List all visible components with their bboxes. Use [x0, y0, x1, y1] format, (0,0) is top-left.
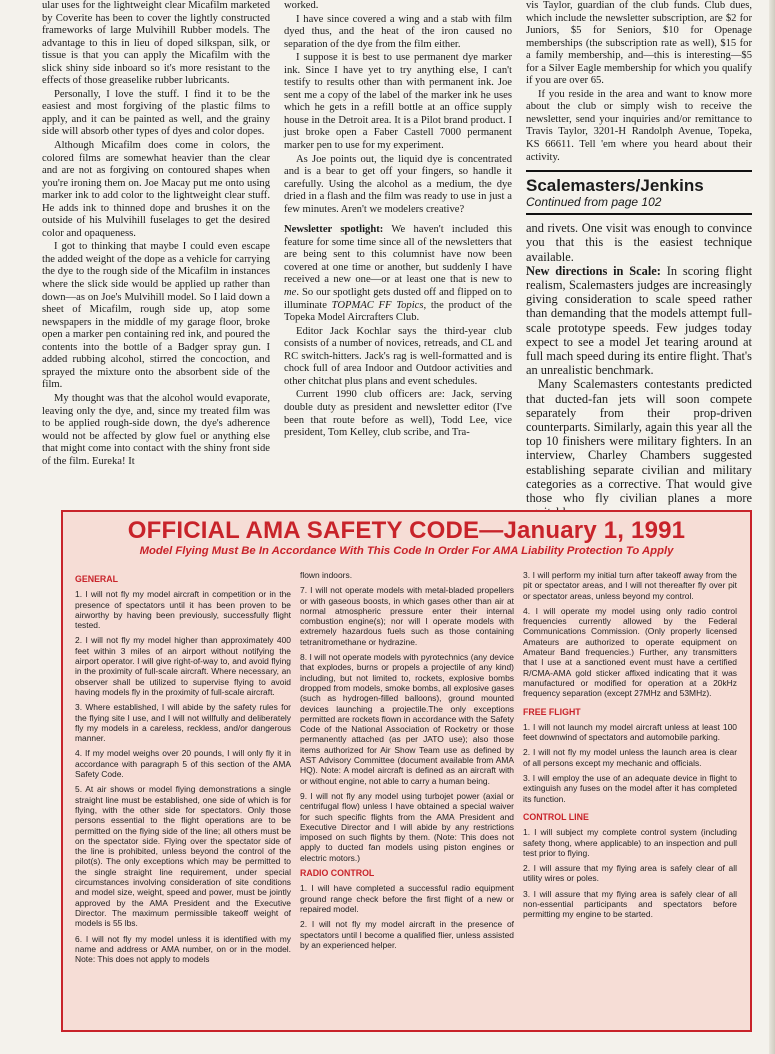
- paragraph: My thought was that the alcohol would evaporate, leaving only the dye, and, since my treated film was to be applied rough-side down, the dye's adherence would not be affected by glow fuel or anything else that might come into contact with the shiny front side of the film. Eureka! It: [42, 392, 270, 467]
- paragraph-text: In scoring flight realism, Scalemasters judges are increasingly giving consideration to scale speed rather than demanding that the models attempt full-scale prototype speeds. Few judges today expect to see a model Jet tearing around at full mach speed during its entire flight. That's an unrealistic benchmark.: [526, 263, 753, 378]
- rule-continued: flown indoors.: [300, 570, 353, 580]
- safety-code-subtitle: Model Flying Must Be In Accordance With This Code In Order For AMA Liability Protection To Apply: [139, 545, 674, 557]
- continued-from: Continued from page 102: [526, 195, 662, 210]
- rule: 6. I will not fly my model unless it is identified with my name and address or AMA number, on or in the model. Note: This does not apply to models: [75, 933, 291, 965]
- rule: 2. I will not fly my model unless the launch area is clear of all persons except my mechanic and officials.: [523, 747, 737, 768]
- paragraph: vis Taylor, guardian of the club funds. Club dues, which include the newsletter subscription, are $2 for Juniors, $5 for Seniors, $10 for Openage memberships (the subscription rate as well), $15 for a family membership, and—this is interesting—$5 for a Silver Eagle membership for which you qualify if you are over 65.: [526, 0, 752, 87]
- rule: 4. If my model weighs over 20 pounds, I will only fly it in accordance with paragraph 5 of this section of the AMA Safety Code.: [75, 748, 291, 780]
- spotlight-text: , the product of the Topeka Model Aircrafters Club.: [284, 299, 513, 324]
- rule: 5. At air shows or model flying demonstrations a single straight line must be established, one side of which is for flying, with the other side for spectators. Only those persons essential to the flight operations are to be permitted on the flying side of the line; all others must be on the spectator side. Flying over the spectator side of the line is prohibited, unless beyond the control of the pilot(s). The only exceptions which may be permitted to the single straight line requirement, under special circumstances involving consideration of site conditions and model size, weight, speed and power, must be jointly approved by the AMA President and the Executive Director. The maximum permissible takeoff weight of models is 55 lbs.: [75, 784, 291, 929]
- paragraph: I have since covered a wing and a stab with film dyed thus, and the heat of the iron caused no separation of the dye from the film either.: [284, 13, 512, 50]
- paragraph: I suppose it is best to use permanent dye marker ink. Since I have yet to try anything else, I can't testify to results other than with permanent ink. Joe sent me a copy of the label of the marker ink he uses which he gets in a refill bottle at an office supply house in the Detroit area. It is a Pilot brand product. I just broke open a Faber Castell 7000 permanent marker pen to use for my experiment.: [284, 52, 512, 152]
- free-flight-heading: FREE FLIGHT: [523, 706, 581, 717]
- section-lead: New directions in Scale:: [526, 263, 661, 278]
- paragraph: Personally, I love the stuff. I find it to be the easiest and most forgiving of the plastic films to apply, and it can be painted as well, and the grainy side will absorb other types of dyes and color dopes.: [42, 88, 270, 138]
- rule: 1. I will have completed a successful radio equipment ground range check before the first flight of a new or repaired model.: [300, 883, 514, 914]
- page-edge-shadow: [769, 0, 775, 1054]
- article-columns: [42, 0, 753, 505]
- rule: 1. I will not fly my model aircraft in competition or in the presence of spectators until it has been proven to be airworthy by having been previously, successfully flight tested.: [75, 589, 291, 631]
- rule: 8. I will not operate models with pyrotechnics (any device that explodes, burns or propels a projectile of any kind) including, but not limited to, rockets, explosive bombs dropped from models, smoke bombs, all explosive gases (such as hydrogen-filled balloons), ground mounted devices launching a projectile.The only exceptions permitted are rockets flown in accordance with the Safety Code of the National Association of Rocketry or those permanently attached (as per JATO use); also those items authorized for Air Show Team use as defined by AST Advisory Committee (document available from AMA HQ). Note: A model aircraft is defined as an aircraft with or without engine, not able to carry a human being.: [300, 652, 514, 786]
- safety-column-2: [300, 570, 514, 955]
- rule: 2. I will not fly my model higher than approximately 400 feet within 3 miles of an airport without notifying the airport operator. I will give right-of-way to, and avoid flying in the proximity of full-scale aircraft. Where necessary, an observer shall be utilized to supervise flying to avoid having models fly in the proximity of full-scale aircraft.: [75, 635, 291, 697]
- paragraph: Although Micafilm does come in colors, the colored films are somewhat heavier than the clear and are not as forgiving on contoured shapes when you're ironing them on. Joe Macay put me onto using marker ink to add color to the lightweight clear stuff. He adds ink to thinned dope and brushes it on the outside of his Mulvihill fuselages to get the desired color and opaqueness.: [42, 140, 270, 239]
- article-column-1: [42, 0, 270, 469]
- scalemasters-title: Scalemasters/Jenkins: [526, 176, 704, 196]
- newsletter-title: TOPMAC FF Topics: [331, 299, 424, 311]
- rule: 7. I will not operate models with metal-bladed propellers or with gaseous boosts, in which gases other than air at normal atmospheric pressure enter their internal combustion engine(s); nor will I operate models with extremely hazardous fuels such as those containing tetranitromethane or hydrazine.: [300, 585, 514, 647]
- paragraph: Current 1990 club officers are: Jack, serving double duty as president and newsletter editor (I've been that route before as well), Todd Lee, vice president, Tom Kelley, club scribe, and Tra-: [284, 389, 512, 439]
- control-line-heading: CONTROL LINE: [523, 811, 589, 822]
- paragraph: [526, 264, 752, 378]
- safety-column-3: [523, 570, 737, 925]
- rule: 2. I will assure that my flying area is safely clear of all utility wires or poles.: [523, 863, 737, 884]
- rule: 1. I will subject my complete control system (including safety thong, where applicable) to an inspection and pull test prior to flying.: [523, 827, 737, 858]
- article-column-2: [284, 0, 512, 441]
- scalemasters-heading: [526, 170, 752, 215]
- general-heading: GENERAL: [75, 574, 119, 584]
- rule: 3. I will perform my initial turn after takeoff away from the pit or spectator areas, and I will not thereafter fly over pit or spectator areas, unless beyond my control.: [523, 570, 737, 601]
- paragraph: As Joe points out, the liquid dye is concentrated and is a bear to get off your fingers, so handle it carefully. Using the alcohol as a medium, the dye dried in a flash and the film was ready to use in just a few minutes. Aren't we modelers creative?: [284, 153, 512, 215]
- rule: 4. I will operate my model using only radio control frequencies currently allowed by the Federal Communications Commission. (Only properly licensed Amateurs are authorized to operate equipment on Amateur Band frequencies.) Further, any transmitters that I use at a sanctioned event must have a certified R/CMA-AMA gold sticker affixed indicating that it was manufactured or modified for operation at a 20kHz frequency separation (except 27MHz and 53MHz).: [523, 605, 737, 699]
- spotlight-emphasis: me: [284, 287, 297, 299]
- article-column-3: [526, 0, 752, 519]
- paragraph: I got to thinking that maybe I could even escape the added weight of the dope as a vehicle for carrying the dye to the rough side of the Micafilm in instances where the slick side would be applied up rather than down—as on Joe's Mulvihill model. So I laid down a sheet of Micafilm, rough side up, atop some newspapers in the middle of my garage floor, broke open a marker pen containing red ink, and poured the contents into the bottle of a Badger spray gun. I added rubbing alcohol, stirred the concoction, and sprayed the mixture onto the absorbent side of the film.: [42, 241, 270, 391]
- ama-safety-code-box: [61, 510, 752, 1032]
- spotlight-text: We haven't included this feature for some time since all of the newsletters that are being sent to this columnist have now been covered at one time or another, but suddenly I have received a new one—or at least one that is new to: [284, 224, 512, 286]
- rule: 9. I will not fly any model using turbojet power (axial or centrifugal flow) unless I have obtained a special waiver for such specific flights from the AMA President and Executive Director and I will abide by any restrictions imposed on such flights by them. (Note: This does not apply to ducted fan models using piston engines or electric motors.): [300, 790, 514, 863]
- rule: 3. Where established, I will abide by the safety rules for the flying site I use, and I will not willfully and deliberately fly my models in a careless, reckless, and/or dangerous manner.: [75, 702, 291, 744]
- radio-control-heading: RADIO CONTROL: [300, 868, 375, 879]
- spotlight-text: . So our spotlight gets dusted off and flipped on to illuminate: [284, 287, 512, 311]
- scalemasters-body: [526, 221, 752, 519]
- paragraph: ular uses for the lightweight clear Micafilm marketed by Coverite has been to cover the lightly constructed frameworks of large Mulvihill Rubber models. The advantage to this in lieu of doped silkspan, silk, or tissue is that you can apply the Micafilm with the slick shiny side inboard so it's more resistant to the effects of those greaselike rubber lubricants.: [42, 0, 270, 87]
- rule: 3. I will employ the use of an adequate device in flight to extinguish any fuses on the model after it has completed its function.: [523, 773, 737, 804]
- rule: 2. I will not fly my model aircraft in the presence of spectators until I become a qualified flier, unless assisted by an experienced helper.: [300, 919, 514, 950]
- paragraph: If you reside in the area and want to know more about the club or simply wish to receive the newsletter, send your inquiries and/or remittance to Travis Taylor, 3201-H Randolph Avenue, Topeka, KS 66611. Tell 'em where you heard about their activity.: [526, 88, 752, 163]
- newsletter-spotlight-paragraph: [284, 224, 512, 324]
- rule: 1. I will not launch my model aircraft unless at least 100 feet downwind of spectators and automobile parking.: [523, 721, 737, 743]
- spotlight-lead: Newsletter spotlight:: [284, 224, 384, 236]
- paragraph: Many Scalemasters contestants predicted that ducted-fan jets will soon compete separately from their prop-driven counterparts. Similarly, again this year all the top 10 finishers were military fighters. In an interview, Charley Chambers suggested establishing separate civilian and military categories as a corrective. That would give those who fly civilian planes a more: [526, 377, 752, 505]
- paragraph: Editor Jack Kochlar says the third-year club consists of a number of novices, retreads, and CL and RC switch-hitters. Jack's rag is well-formatted and is chock full of area Indoor and Outdoor activities and other chitchat plus plans and event schedules.: [284, 325, 512, 387]
- rule: 3. I will assure that my flying area is safely clear of all non-essential participants and spectators before permitting my engine to be started.: [523, 888, 737, 920]
- safety-code-title: OFFICIAL AMA SAFETY CODE—January 1, 1991: [127, 517, 686, 544]
- paragraph: worked.: [284, 0, 319, 11]
- paragraph: and rivets. One visit was enough to convince you that this is the easiest technique available.: [526, 221, 752, 264]
- safety-column-1: [75, 572, 291, 969]
